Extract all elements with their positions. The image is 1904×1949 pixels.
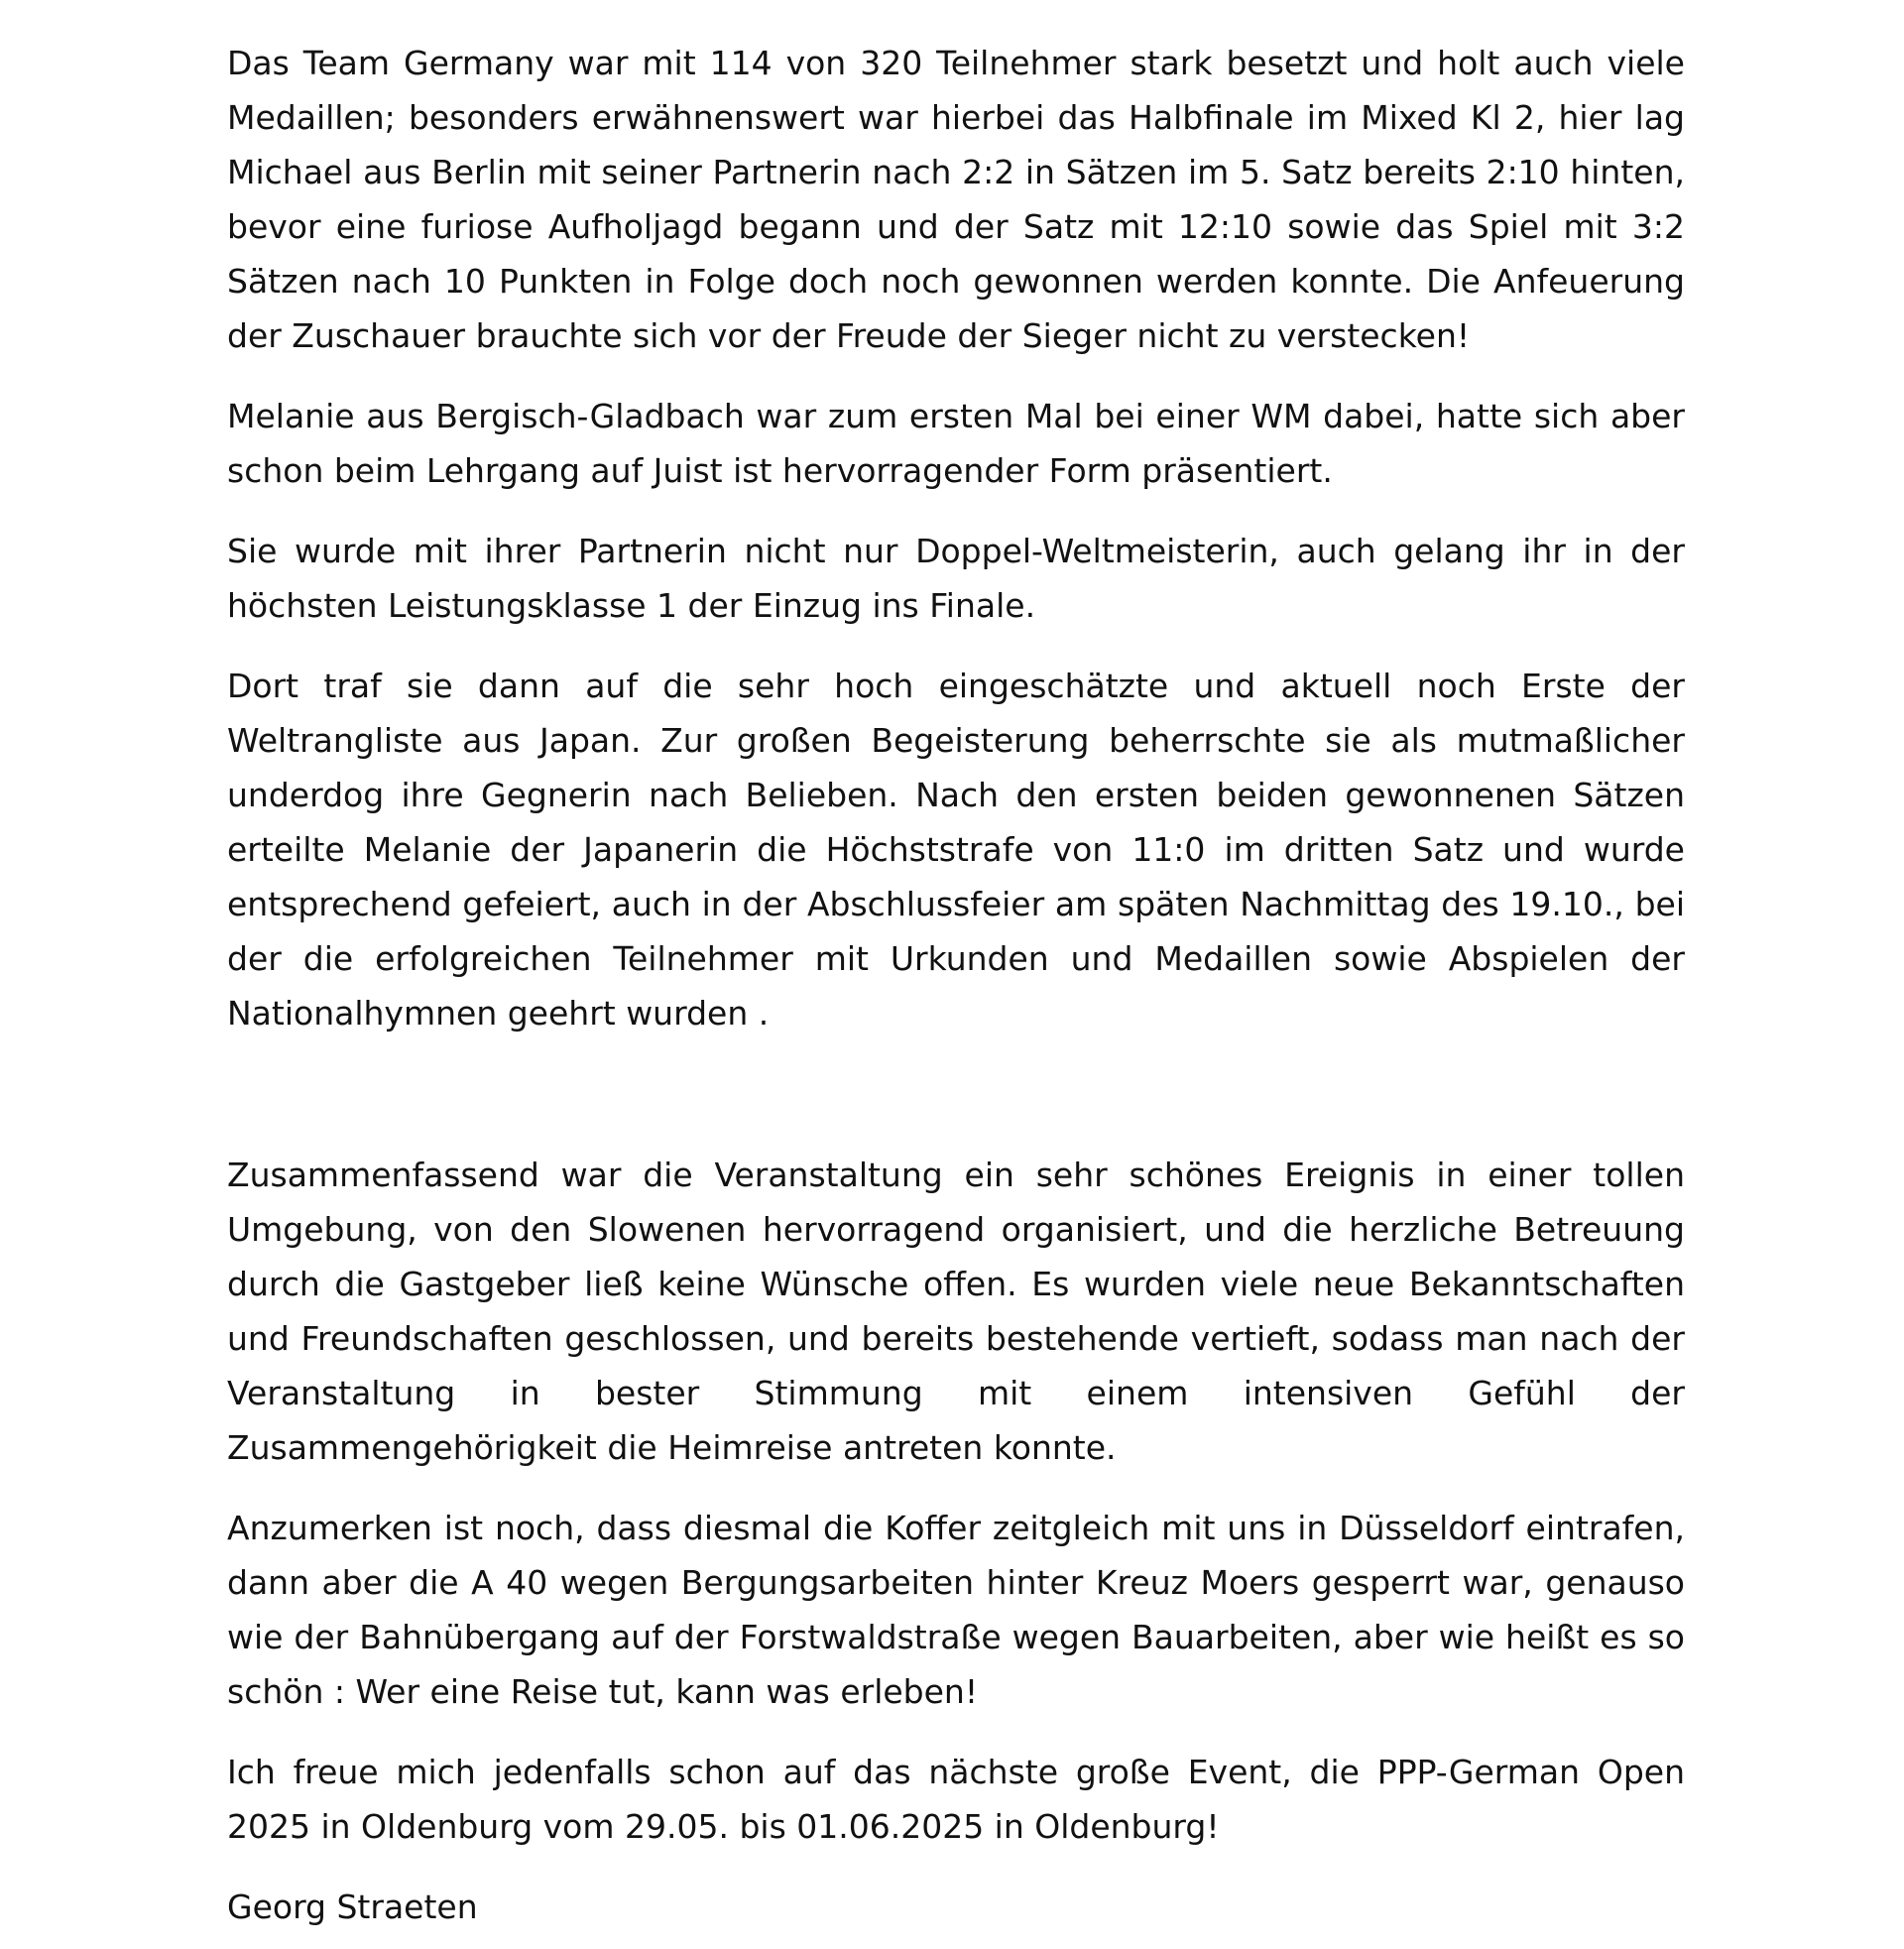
paragraph-doppel-weltmeisterin: Sie wurde mit ihrer Partnerin nicht nur Doppel-Weltmeisterin, auch gelang ihr in der höchsten Leistungsklasse 1 der Einzug ins Finale. <box>227 532 1685 625</box>
paragraph-melanie-intro: Melanie aus Bergisch-Gladbach war zum ersten Mal bei einer WM dabei, hatte sich aber schon beim Lehrgang auf Juist ist hervorragender Form präsentiert. <box>227 397 1685 490</box>
paragraph-finale: Dort traf sie dann auf die sehr hoch eingeschätzte und aktuell noch Erste der Weltrangliste aus Japan. Zur großen Begeisterung beherrschte sie als mutmaßlicher underdog ihre Gegnerin nach Belieben. Nach den ersten beiden gewonnenen Sätzen erteilte Melanie der Japanerin die Höchststrafe von 11:0 im dritten Satz und wurde entsprechend gefeiert, auch in der Abschlussfeier am späten Nachmittag des 19.10., bei der die erfolgreichen Teilnehmer mit Urkunden und Medaillen sowie Abspielen der Nationalhymnen geehrt wurden . <box>227 667 1685 1033</box>
paragraph-team-germany: Das Team Germany war mit 114 von 320 Teilnehmer stark besetzt und holt auch viele Medaillen; besonders erwähnenswert war hierbei das Halbfinale im Mixed Kl 2, hier lag Michael aus Berlin mit seiner Partnerin nach 2:2 in Sätzen im 5. Satz bereits 2:10 hinten, bevor eine furiose Aufholjagd begann und der Satz mit 12:10 sowie das Spiel mit 3:2 Sätzen nach 10 Punkten in Folge doch noch gewonnen werden konnte. Die Anfeuerung der Zuschauer brauchte sich vor der Freude der Sieger nicht zu verstecken! <box>227 44 1685 355</box>
paragraph-ausblick: Ich freue mich jedenfalls schon auf das nächste große Event, die PPP-German Open 2025 in Oldenburg vom 29.05. bis 01.06.2025 in Oldenburg! <box>227 1753 1685 1846</box>
paragraph-anmerkung: Anzumerken ist noch, dass diesmal die Koffer zeitgleich mit uns in Düsseldorf eintrafen, dann aber die A 40 wegen Bergungsarbeiten hinter Kreuz Moers gesperrt war, genauso wie der Bahnübergang auf der Forstwaldstraße wegen Bauarbeiten, aber wie heißt es so schön : Wer eine Reise tut, kann was erleben! <box>227 1509 1685 1711</box>
paragraph-zusammenfassung: Zusammenfassend war die Veranstaltung ein sehr schönes Ereignis in einer tollen Umgebung, von den Slowenen hervorragend organisiert, und die herzliche Betreuung durch die Gastgeber ließ keine Wünsche offen. Es wurden viele neue Bekanntschaften und Freundschaften geschlossen, und bereits bestehende vertieft, sodass man nach der Veranstaltung in bester Stimmung mit einem intensiven Gefühl der Zusammengehörigkeit die Heimreise antreten konnte. <box>227 1156 1685 1467</box>
signature: Georg Straeten <box>227 1888 478 1926</box>
document-body <box>227 36 1685 1934</box>
